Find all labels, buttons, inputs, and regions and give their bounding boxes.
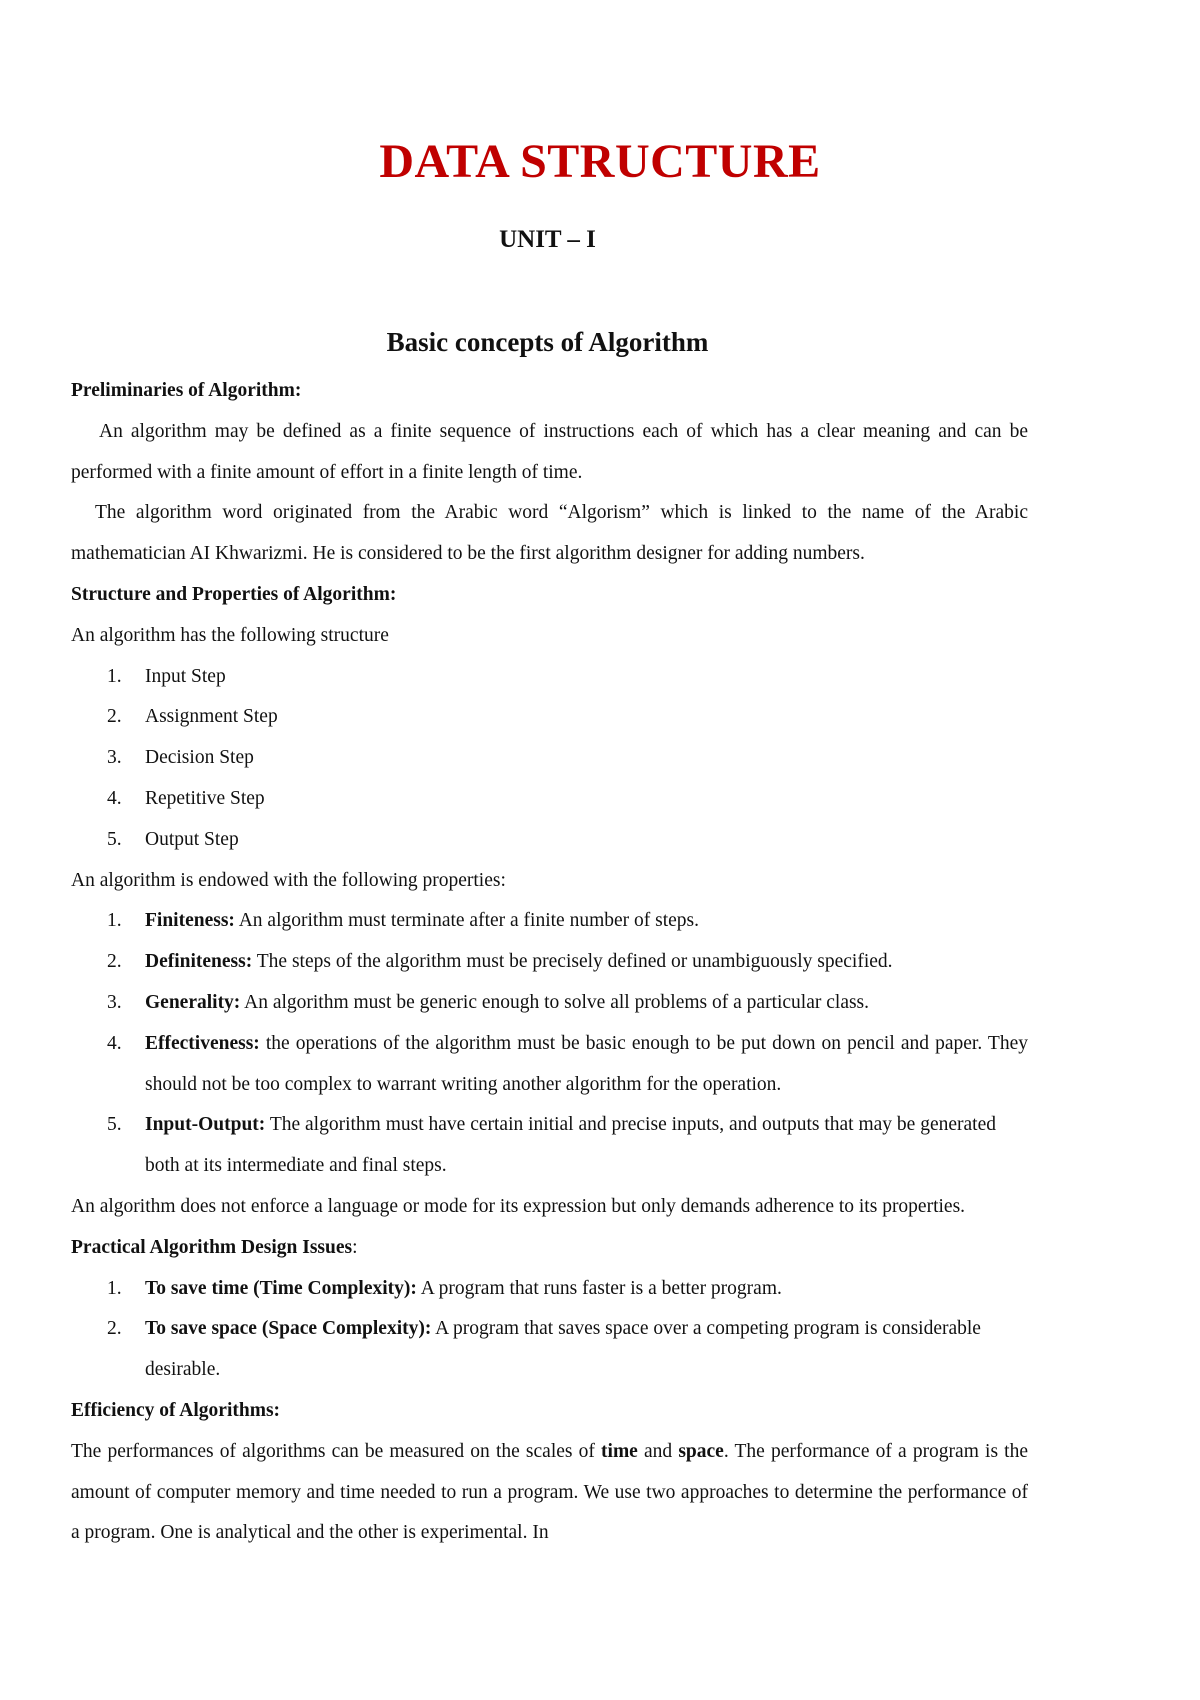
list-number: 2. (107, 1318, 122, 1340)
efficiency-time-word: time (601, 1440, 638, 1462)
property-text: An algorithm must terminate after a finite number of steps. (234, 910, 700, 932)
structure-steps-list (71, 657, 1028, 861)
list-number: 1. (107, 665, 122, 687)
list-item (71, 697, 1028, 738)
list-number: 5. (107, 1114, 122, 1136)
list-item (71, 1269, 1028, 1310)
unit-heading: UNIT – I (499, 226, 596, 253)
preliminaries-paragraph-1: An algorithm may be defined as a finite sequence of instructions each of which has a clear meaning and can be performed with a finite amount of effort in a finite length of time. (71, 420, 1028, 483)
property-term: Generality: (145, 991, 241, 1013)
list-number: 3. (107, 991, 122, 1013)
list-number: 2. (107, 706, 122, 728)
list-item-text: Decision Step (145, 747, 254, 769)
property-term: Input-Output: (145, 1114, 266, 1136)
list-number: 3. (107, 747, 122, 769)
list-number: 5. (107, 828, 122, 850)
design-text: A program that saves space over a competing program is considerable desirable. (145, 1318, 981, 1381)
properties-intro: An algorithm is endowed with the following properties: (71, 869, 506, 891)
efficiency-paragraph (71, 1432, 1028, 1554)
properties-list (71, 901, 1028, 1187)
preliminaries-heading: Preliminaries of Algorithm: (71, 380, 302, 401)
list-item-text: Input Step (145, 665, 226, 687)
section-title: Basic concepts of Algorithm (386, 327, 709, 357)
efficiency-text-start: The performances of algorithms can be measured on the scales of (71, 1440, 602, 1462)
list-item-text: Repetitive Step (145, 787, 265, 809)
efficiency-text-end: . The performance of a program is the amount of computer memory and time needed to run a program. We use two approaches to determine the performance of a program. One is analytical and the other is experimental. In (71, 1440, 1029, 1544)
list-item (71, 779, 1028, 820)
list-item (71, 1105, 1028, 1187)
efficiency-space-word: space (678, 1440, 724, 1462)
efficiency-and-word: and (637, 1440, 679, 1462)
property-term: Definiteness: (145, 951, 253, 973)
design-term: To save space (Space Complexity): (145, 1318, 432, 1340)
property-text: The steps of the algorithm must be precisely defined or unambiguously specified. (252, 951, 893, 973)
design-term: To save time (Time Complexity): (145, 1277, 417, 1299)
list-item (71, 983, 1028, 1024)
list-item (71, 820, 1028, 861)
design-text: A program that runs faster is a better program. (416, 1277, 782, 1299)
document-title: DATA STRUCTURE (379, 135, 821, 188)
list-item (71, 657, 1028, 698)
efficiency-heading: Efficiency of Algorithms: (71, 1399, 281, 1421)
list-number: 4. (107, 787, 122, 809)
list-number: 1. (107, 910, 122, 932)
properties-closing: An algorithm does not enforce a language or mode for its expression but only demands adherence to its properties. (71, 1195, 966, 1217)
property-term: Finiteness: (145, 910, 235, 932)
list-item-text: Assignment Step (145, 706, 278, 728)
structure-intro: An algorithm has the following structure (71, 624, 389, 646)
design-heading-line (71, 1228, 1028, 1269)
list-item (71, 738, 1028, 779)
structure-heading: Structure and Properties of Algorithm: (71, 583, 397, 605)
property-term: Effectiveness: (145, 1032, 260, 1054)
design-heading-colon: : (352, 1236, 358, 1258)
list-number: 2. (107, 951, 122, 973)
list-item (71, 1309, 1028, 1391)
list-item (71, 1024, 1028, 1106)
list-number: 4. (107, 1032, 122, 1054)
list-item-text: Output Step (145, 828, 239, 850)
property-text: the operations of the algorithm must be basic enough to be put down on pencil and paper. They should not be too complex to warrant writing another algorithm for the operation. (145, 1032, 1028, 1095)
design-heading: Practical Algorithm Design Issues (71, 1236, 353, 1258)
list-item (71, 901, 1028, 942)
list-item (71, 942, 1028, 983)
property-text: An algorithm must be generic enough to solve all problems of a particular class. (240, 991, 870, 1013)
preliminaries-paragraph-2: The algorithm word originated from the Arabic word “Algorism” which is linked to the name of the Arabic mathematician AI Khwarizmi. He is considered to be the first algorithm designer for adding numbers. (71, 502, 1028, 565)
design-issues-list (71, 1269, 1028, 1391)
property-text: The algorithm must have certain initial and precise inputs, and outputs that may be generated both at its intermediate and final steps. (145, 1114, 996, 1177)
document-body (71, 371, 1028, 1554)
list-number: 1. (107, 1277, 122, 1299)
